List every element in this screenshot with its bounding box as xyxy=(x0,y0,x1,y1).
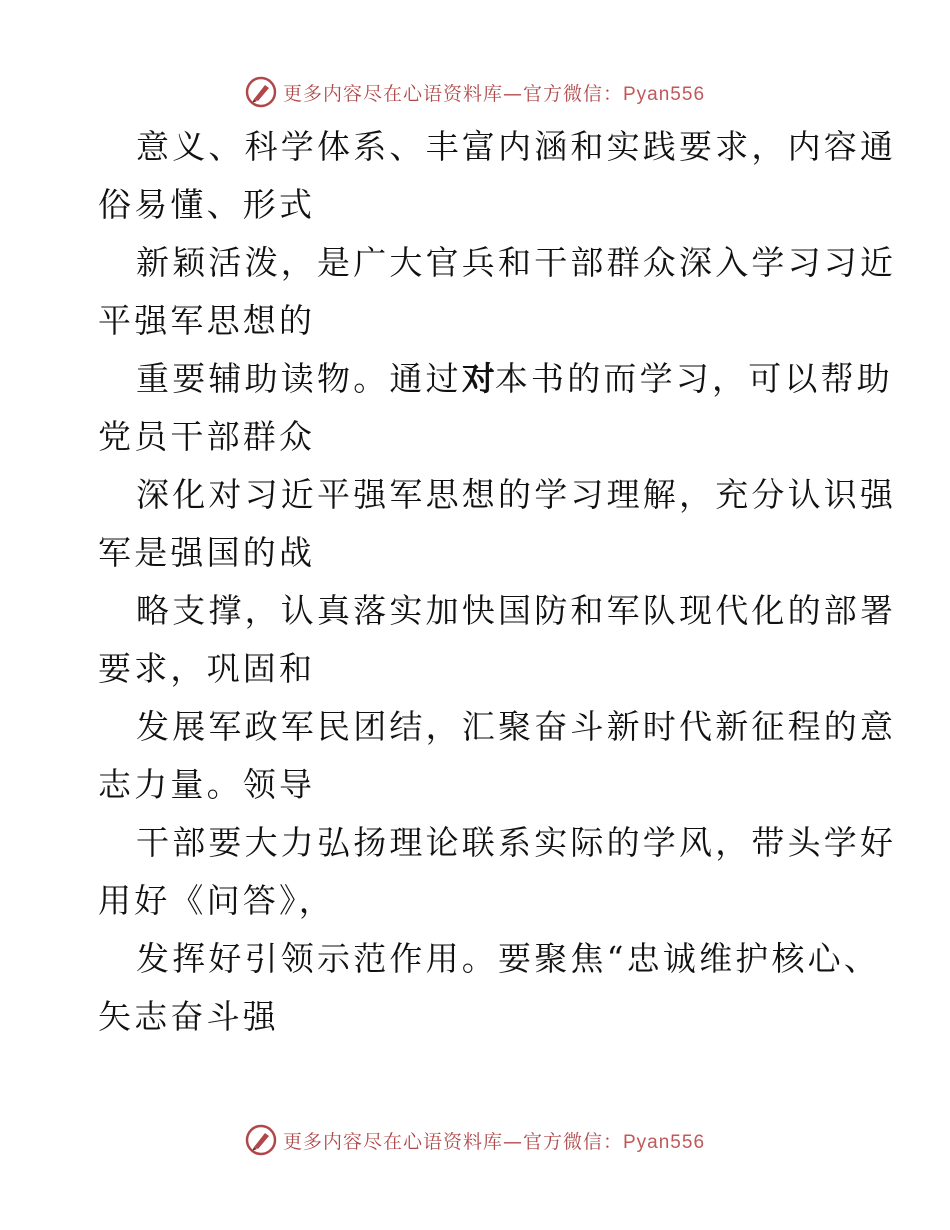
text-line xyxy=(98,350,894,408)
quill-pen-logo-icon xyxy=(245,76,277,108)
text-line: 发挥好引领示范作用。要聚焦“忠诚维护核心、 xyxy=(136,939,881,978)
text-line: 用好《问答》， xyxy=(98,881,335,920)
footer-watermark xyxy=(0,1120,950,1160)
text-line: 发展军政军民团结，汇聚奋斗新时代新征程的意 xyxy=(136,707,897,746)
text-line: 俗易懂、形式 xyxy=(98,185,316,224)
quill-pen-logo-icon xyxy=(245,1124,277,1156)
text-line: 意义、科学体系、丰富内涵和实践要求，内容通 xyxy=(136,127,897,166)
watermark-text: 更多内容尽在心语资料库—官方微信：Pyan556 xyxy=(282,1130,706,1153)
text-line: 新颖活泼，是广大官兵和干部群众深入学习习近 xyxy=(136,243,897,282)
text-line: 军是强国的战 xyxy=(98,533,316,572)
document-body xyxy=(98,118,897,1046)
text-line: 党员干部群众 xyxy=(98,417,316,456)
text-line: 矢志奋斗强 xyxy=(98,997,279,1036)
text-line: 略支撑，认真落实加快国防和军队现代化的部署 xyxy=(136,591,897,630)
header-watermark xyxy=(0,72,950,112)
text-line: 干部要大力弘扬理论联系实际的学风，带头学好 xyxy=(136,823,897,862)
text-fragment: 重要辅助读物。通过 xyxy=(136,359,462,398)
text-line: 深化对习近平强军思想的学习理解，充分认识强 xyxy=(136,475,897,514)
text-line: 志力量。领导 xyxy=(98,765,316,804)
text-line: 平强军思想的 xyxy=(98,301,316,340)
text-line: 要求，巩固和 xyxy=(98,649,316,688)
text-fragment: 本书的而学习，可以帮助 xyxy=(494,359,894,398)
text-fragment: 对 xyxy=(461,359,495,398)
watermark-text: 更多内容尽在心语资料库—官方微信：Pyan556 xyxy=(282,82,706,105)
